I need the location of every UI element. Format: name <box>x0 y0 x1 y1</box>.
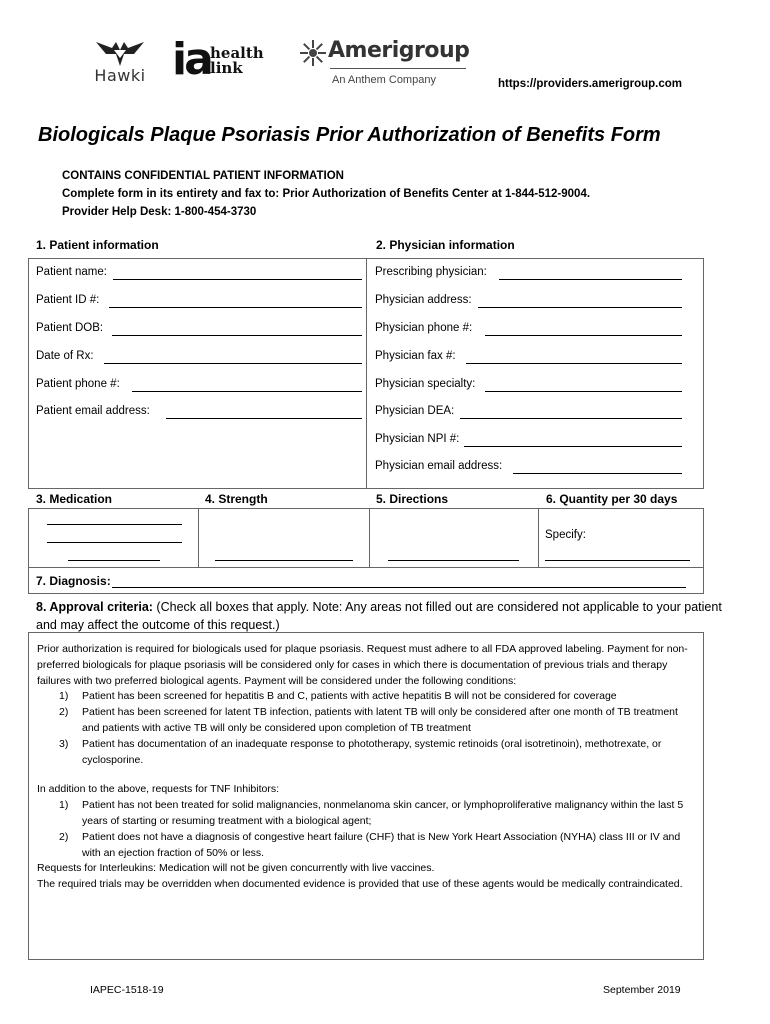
criteria-conditions-list <box>37 689 695 768</box>
physician-specialty-field[interactable] <box>375 378 682 394</box>
patient-dob-input[interactable] <box>112 335 362 336</box>
tnf-intro: In addition to the above, requests for TNF Inhibitors: <box>37 783 280 796</box>
override-note: The required trials may be overridden when documented evidence is provided that use of these agents would be medically contraindicated. <box>37 878 683 891</box>
physician-email-label: Physician email address: <box>375 460 503 472</box>
specify-label: Specify: <box>545 529 586 541</box>
condition-number: 1) <box>59 690 69 703</box>
tnf-condition-item <box>37 798 695 830</box>
amerigroup-star-icon <box>300 40 326 66</box>
approval-instructions: (Check all boxes that apply. Note: Any areas not filled out are considered not applicable to your patient and may affect the outcome of this request.) <box>36 600 722 632</box>
form-title: Biologicals Plaque Psoriasis Prior Authorization of Benefits Form <box>38 124 661 146</box>
prescribing-physician-field[interactable] <box>375 266 682 282</box>
tnf-condition-text: Patient does not have a diagnosis of congestive heart failure (CHF) that is New York Heart Association (NYHA) class III or IV and with an ejection fraction of 50% or less. <box>82 830 681 859</box>
patient-dob-field[interactable] <box>36 322 362 338</box>
patient-info-heading: 1. Patient information <box>36 238 159 252</box>
physician-specialty-input[interactable] <box>485 391 682 392</box>
physician-fax-input[interactable] <box>466 363 682 364</box>
medication-heading: 3. Medication <box>36 492 113 506</box>
strength-heading: 4. Strength <box>205 492 268 506</box>
condition-text: Patient has been screened for latent TB infection, patients with latent TB will only be considered after one month of TB treatment and patients with active TB will only be considered upon completion of TB treatment <box>82 706 678 734</box>
directions-input[interactable] <box>388 560 519 561</box>
physician-address-input[interactable] <box>478 307 682 308</box>
physician-phone-label: Physician phone #: <box>375 322 473 334</box>
criteria-spacer <box>37 768 695 782</box>
amerigroup-logo <box>300 38 470 94</box>
criteria-intro: Prior authorization is required for biologicals used for plaque psoriasis. Request must adhere to all FDA approved labeling. Payment for non-preferred biologicals for plaque psoriasis will be considered only for cases in which there is documentation of previous trials and therapy failures with two preferred biological agents. Payment will be considered under the following conditions: <box>37 643 688 687</box>
medication-input-1[interactable] <box>47 524 182 525</box>
condition-number: 2) <box>59 706 69 719</box>
date-of-rx-input[interactable] <box>104 363 362 364</box>
ia-health-text: health <box>210 44 264 62</box>
condition-text: Patient has documentation of an inadequate response to phototherapy, systemic retinoids (oral isotretinoin), methotrexate, or cyclosporine. <box>82 737 662 766</box>
medication-input-3[interactable] <box>68 560 160 561</box>
hawk-icon <box>94 38 146 68</box>
patient-email-input[interactable] <box>166 418 362 419</box>
physician-email-field[interactable] <box>375 460 682 476</box>
medication-divider-2 <box>369 508 370 568</box>
physician-fax-field[interactable] <box>375 350 682 366</box>
diagnosis-input[interactable] <box>112 574 686 588</box>
patient-id-label: Patient ID #: <box>36 294 100 306</box>
condition-item <box>37 737 695 769</box>
patient-dob-label: Patient DOB: <box>36 322 104 334</box>
medication-box <box>28 508 704 568</box>
strength-input[interactable] <box>215 560 353 561</box>
quantity-heading: 6. Quantity per 30 days <box>546 492 678 506</box>
amerigroup-wordmark: Amerigroup <box>328 38 470 63</box>
prescribing-physician-label: Prescribing physician: <box>375 266 487 278</box>
patient-id-field[interactable] <box>36 294 362 310</box>
tnf-condition-text: Patient has not been treated for solid malignancies, nonmelanoma skin cancer, or lymphoproliferative malignancy within the last 5 years of starting or resuming treatment with a biological agent; <box>82 799 684 827</box>
medication-divider-1 <box>198 508 199 568</box>
provider-url[interactable]: https://providers.amerigroup.com <box>498 78 683 90</box>
patient-name-input[interactable] <box>113 279 362 280</box>
ia-link-text: link <box>210 59 243 77</box>
amerigroup-rule <box>330 68 466 69</box>
physician-npi-field[interactable] <box>375 433 682 449</box>
physician-info-heading: 2. Physician information <box>376 238 515 252</box>
patient-email-field[interactable] <box>36 405 362 421</box>
physician-dea-field[interactable] <box>375 405 682 421</box>
tnf-condition-number: 2) <box>59 830 69 843</box>
physician-npi-input[interactable] <box>464 446 682 447</box>
physician-fax-label: Physician fax #: <box>375 350 456 362</box>
patient-email-label: Patient email address: <box>36 405 150 417</box>
fax-instructions: Complete form in its entirety and fax to: Prior Authorization of Benefits Center at 1-844-512-9004. <box>62 188 591 200</box>
patient-phone-input[interactable] <box>132 391 362 392</box>
hawki-wordmark: Hawki <box>94 66 146 85</box>
tnf-condition-item <box>37 830 695 862</box>
form-date: September 2019 <box>603 984 681 996</box>
help-desk-line: Provider Help Desk: 1-800-454-3730 <box>62 206 257 218</box>
physician-email-input[interactable] <box>513 473 682 474</box>
physician-dea-input[interactable] <box>460 418 682 419</box>
directions-heading: 5. Directions <box>376 492 449 506</box>
condition-item <box>37 689 695 705</box>
patient-physician-divider <box>366 258 367 489</box>
approval-heading-block <box>36 598 726 634</box>
prescribing-physician-input[interactable] <box>499 279 682 280</box>
physician-specialty-label: Physician specialty: <box>375 378 476 390</box>
patient-name-field[interactable] <box>36 266 362 282</box>
medication-input-2[interactable] <box>47 542 182 543</box>
tnf-condition-number: 1) <box>59 799 69 812</box>
form-code: IAPEC-1518-19 <box>90 984 164 996</box>
approval-heading: 8. Approval criteria: <box>36 600 153 614</box>
confidential-block <box>62 167 590 221</box>
patient-name-label: Patient name: <box>36 266 107 278</box>
tnf-conditions-list <box>37 798 695 861</box>
criteria-box <box>28 632 704 960</box>
date-of-rx-field[interactable] <box>36 350 362 366</box>
physician-phone-field[interactable] <box>375 322 682 338</box>
patient-phone-field[interactable] <box>36 378 362 394</box>
diagnosis-label: 7. Diagnosis: <box>36 574 111 588</box>
physician-phone-input[interactable] <box>485 335 682 336</box>
confidential-line: CONTAINS CONFIDENTIAL PATIENT INFORMATION <box>62 170 344 182</box>
patient-phone-label: Patient phone #: <box>36 378 120 390</box>
hawki-logo <box>92 38 148 85</box>
medication-divider-3 <box>538 508 539 568</box>
physician-address-label: Physician address: <box>375 294 472 306</box>
ia-healthlink-text <box>210 46 264 76</box>
condition-text: Patient has been screened for hepatitis B and C, patients with active hepatitis B will not be considered for coverage <box>82 690 617 703</box>
ia-wordmark: ia <box>172 34 211 85</box>
physician-address-field[interactable] <box>375 294 682 310</box>
patient-id-input[interactable] <box>109 307 362 308</box>
physician-dea-label: Physician DEA: <box>375 405 455 417</box>
physician-npi-label: Physician NPI #: <box>375 433 460 445</box>
condition-number: 3) <box>59 737 69 750</box>
amerigroup-tagline: An Anthem Company <box>332 74 436 86</box>
quantity-input[interactable] <box>545 560 690 561</box>
interleukins-note: Requests for Interleukins: Medication will not be given concurrently with live vaccines. <box>37 862 435 875</box>
condition-item <box>37 705 695 737</box>
date-of-rx-label: Date of Rx: <box>36 350 94 362</box>
